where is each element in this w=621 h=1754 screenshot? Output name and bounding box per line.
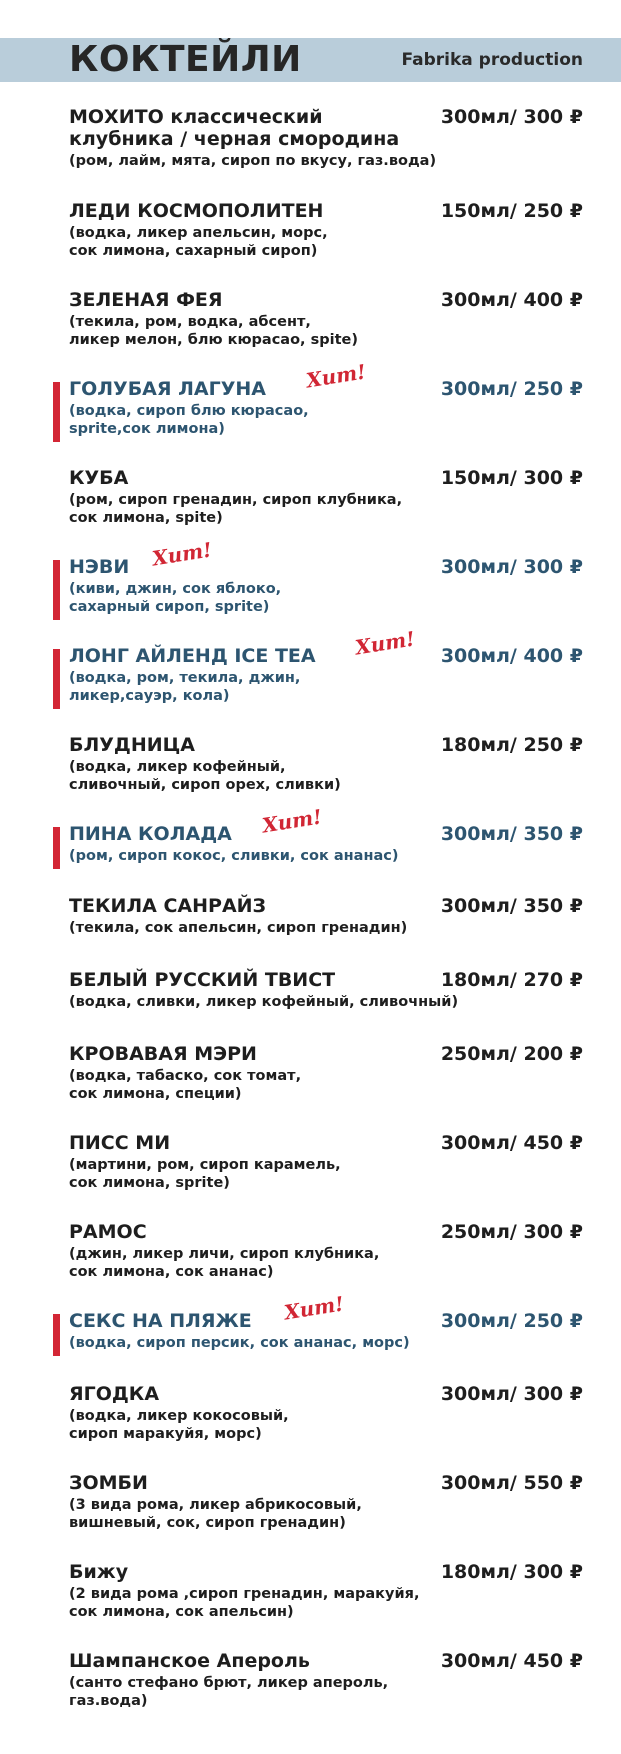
cocktail-ingredients: (водка, сироп персик, сок ананас, морс) bbox=[69, 1335, 410, 1351]
cocktail-ingredients-line2: ликер мелон, блю кюрасао, spite) bbox=[69, 332, 358, 348]
cocktail-name: БЛУДНИЦА bbox=[69, 734, 195, 756]
cocktail-price: 300мл/ 250 ₽ bbox=[440, 1310, 583, 1332]
cocktail-ingredients: (ром, лайм, мята, сироп по вкусу, газ.вода) bbox=[69, 153, 437, 169]
cocktail-ingredients: (3 вида рома, ликер абрикосовый, bbox=[69, 1497, 362, 1513]
cocktail-price: 300мл/ 300 ₽ bbox=[440, 106, 583, 128]
page-title: КОКТЕЙЛИ bbox=[69, 39, 302, 80]
cocktail-price: 150мл/ 250 ₽ bbox=[440, 200, 583, 222]
cocktail-ingredients: (санто стефано брют, ликер апероль, bbox=[69, 1675, 389, 1691]
cocktail-ingredients: (водка, ром, текила, джин, bbox=[69, 670, 301, 686]
hit-badge: Хит! bbox=[282, 1291, 346, 1325]
cocktail-price: 300мл/ 550 ₽ bbox=[440, 1472, 583, 1494]
cocktail-name: ТЕКИЛА САНРАЙЗ bbox=[69, 895, 267, 917]
hit-marker-bar bbox=[53, 560, 60, 620]
cocktail-ingredients: (водка, сироп блю кюрасао, bbox=[69, 403, 309, 419]
cocktail-name-line2: клубника / черная смородина bbox=[69, 128, 400, 150]
cocktail-ingredients-line2: сок лимона, сок ананас) bbox=[69, 1264, 274, 1280]
brand-label: Fabrika production bbox=[401, 50, 583, 70]
cocktail-ingredients-line2: сок лимона, сок апельсин) bbox=[69, 1604, 294, 1620]
cocktail-name: ЗОМБИ bbox=[69, 1472, 148, 1494]
cocktail-price: 250мл/ 300 ₽ bbox=[440, 1221, 583, 1243]
cocktail-price: 300мл/ 300 ₽ bbox=[440, 556, 583, 578]
cocktail-name: ЛОНГ АЙЛЕНД ICE TEA bbox=[69, 645, 316, 667]
cocktail-name: МОХИТО классический bbox=[69, 106, 323, 128]
cocktail-ingredients-line2: sprite,сок лимона) bbox=[69, 421, 225, 437]
cocktail-price: 300мл/ 300 ₽ bbox=[440, 1383, 583, 1405]
cocktail-ingredients-line2: сироп маракуйя, морс) bbox=[69, 1426, 262, 1442]
cocktail-name: РАМОС bbox=[69, 1221, 147, 1243]
hit-marker-bar bbox=[53, 649, 60, 709]
cocktail-ingredients: (текила, ром, водка, абсент, bbox=[69, 314, 311, 330]
cocktail-ingredients-line2: сок лимона, spite) bbox=[69, 510, 223, 526]
cocktail-price: 300мл/ 450 ₽ bbox=[440, 1650, 583, 1672]
cocktail-price: 300мл/ 350 ₽ bbox=[440, 895, 583, 917]
cocktail-name: ПИНА КОЛАДА bbox=[69, 823, 232, 845]
cocktail-name: БЕЛЫЙ РУССКИЙ ТВИСТ bbox=[69, 969, 336, 991]
cocktail-ingredients: (водка, ликер кокосовый, bbox=[69, 1408, 289, 1424]
cocktail-ingredients: (ром, сироп гренадин, сироп клубника, bbox=[69, 492, 403, 508]
cocktail-name: СЕКС НА ПЛЯЖЕ bbox=[69, 1310, 252, 1332]
cocktail-name: КРОВАВАЯ МЭРИ bbox=[69, 1043, 257, 1065]
cocktail-ingredients-line2: ликер,сауэр, кола) bbox=[69, 688, 230, 704]
cocktail-ingredients-line2: сок лимона, специи) bbox=[69, 1086, 242, 1102]
cocktail-price: 180мл/ 250 ₽ bbox=[440, 734, 583, 756]
hit-marker-bar bbox=[53, 382, 60, 442]
cocktail-ingredients-line2: сок лимона, sprite) bbox=[69, 1175, 230, 1191]
cocktail-price: 180мл/ 270 ₽ bbox=[440, 969, 583, 991]
cocktail-name: ПИСС МИ bbox=[69, 1132, 171, 1154]
cocktail-ingredients: (водка, ликер апельсин, морс, bbox=[69, 225, 328, 241]
cocktail-ingredients: (киви, джин, сок яблоко, bbox=[69, 581, 282, 597]
cocktail-name: Шампанское Апероль bbox=[69, 1650, 310, 1672]
cocktail-ingredients: (джин, ликер личи, сироп клубника, bbox=[69, 1246, 380, 1262]
hit-marker-bar bbox=[53, 1314, 60, 1356]
cocktail-price: 300мл/ 400 ₽ bbox=[440, 645, 583, 667]
cocktail-name: ЛЕДИ КОСМОПОЛИТЕН bbox=[69, 200, 324, 222]
cocktail-ingredients-line2: газ.вода) bbox=[69, 1693, 148, 1709]
hit-badge: Хит! bbox=[304, 359, 368, 393]
cocktail-name: ЗЕЛЕНАЯ ФЕЯ bbox=[69, 289, 223, 311]
cocktail-ingredients-line2: сахарный сироп, sprite) bbox=[69, 599, 270, 615]
cocktail-ingredients-line2: сливочный, сироп орех, сливки) bbox=[69, 777, 341, 793]
cocktail-price: 300мл/ 400 ₽ bbox=[440, 289, 583, 311]
cocktail-ingredients: (текила, сок апельсин, сироп гренадин) bbox=[69, 920, 408, 936]
cocktail-ingredients: (мартини, ром, сироп карамель, bbox=[69, 1157, 341, 1173]
cocktail-ingredients-line2: сок лимона, сахарный сироп) bbox=[69, 243, 318, 259]
cocktail-name: НЭВИ bbox=[69, 556, 130, 578]
cocktail-price: 300мл/ 250 ₽ bbox=[440, 378, 583, 400]
cocktail-price: 250мл/ 200 ₽ bbox=[440, 1043, 583, 1065]
cocktail-price: 300мл/ 450 ₽ bbox=[440, 1132, 583, 1154]
cocktail-price: 180мл/ 300 ₽ bbox=[440, 1561, 583, 1583]
cocktail-price: 150мл/ 300 ₽ bbox=[440, 467, 583, 489]
cocktail-name: ГОЛУБАЯ ЛАГУНА bbox=[69, 378, 266, 400]
menu-header bbox=[0, 38, 621, 82]
cocktail-name: ЯГОДКА bbox=[69, 1383, 160, 1405]
cocktail-ingredients: (водка, сливки, ликер кофейный, сливочный) bbox=[69, 994, 459, 1010]
cocktail-ingredients: (водка, табаско, сок томат, bbox=[69, 1068, 302, 1084]
cocktail-name: КУБА bbox=[69, 467, 129, 489]
cocktail-ingredients: (ром, сироп кокос, сливки, сок ананас) bbox=[69, 848, 399, 864]
hit-marker-bar bbox=[53, 827, 60, 869]
cocktail-ingredients-line2: вишневый, сок, сироп гренадин) bbox=[69, 1515, 346, 1531]
hit-badge: Хит! bbox=[353, 626, 417, 660]
cocktail-ingredients: (водка, ликер кофейный, bbox=[69, 759, 286, 775]
cocktail-price: 300мл/ 350 ₽ bbox=[440, 823, 583, 845]
cocktail-name: Бижу bbox=[69, 1561, 129, 1583]
cocktail-ingredients: (2 вида рома ,сироп гренадин, маракуйя, bbox=[69, 1586, 420, 1602]
hit-badge: Хит! bbox=[260, 804, 324, 838]
hit-badge: Хит! bbox=[150, 537, 214, 571]
